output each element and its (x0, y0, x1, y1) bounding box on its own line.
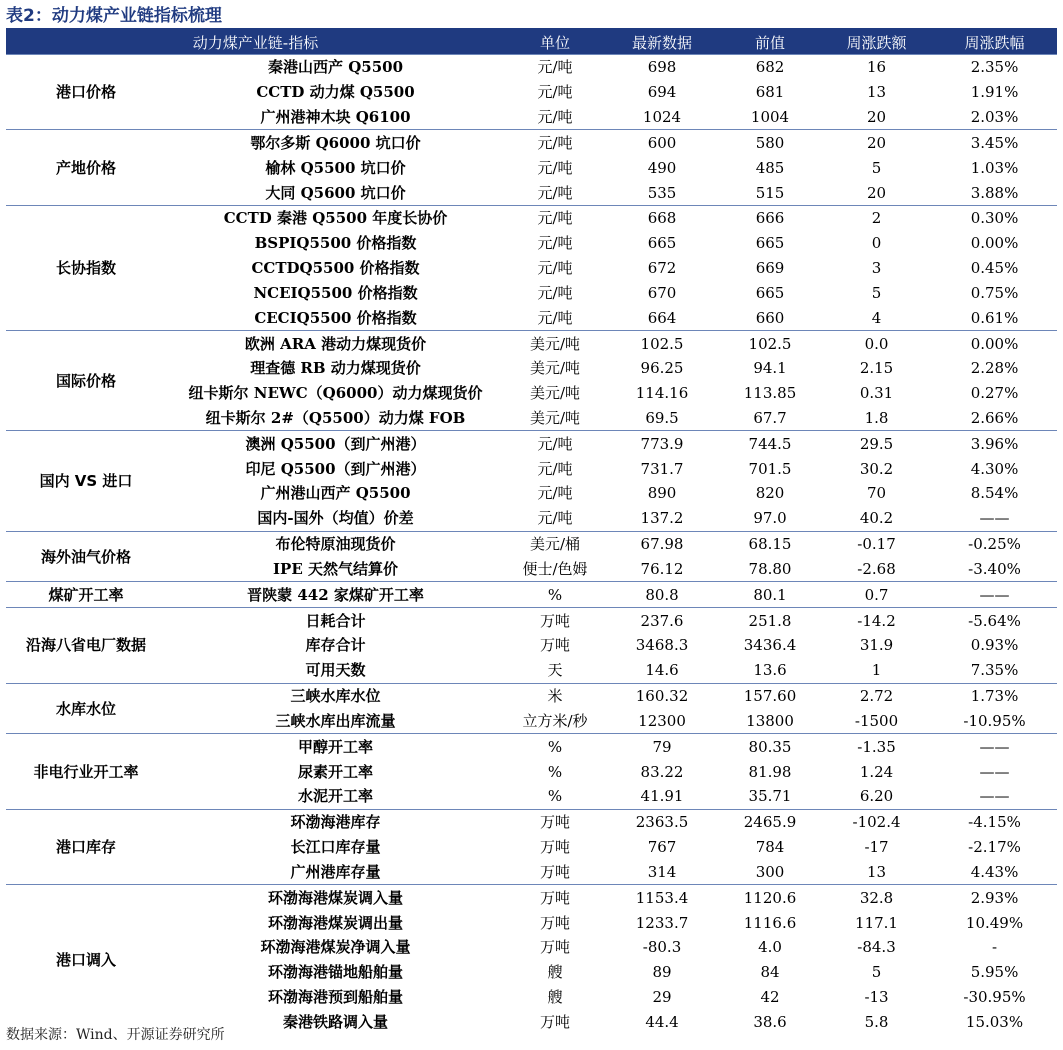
latest-value-cell: 664 (647, 308, 677, 327)
unit-cell: 艘 (547, 988, 563, 1007)
weekly-change-pct-cell: 3.45% (932, 130, 1057, 155)
unit-cell: 艘 (547, 963, 563, 982)
table-row (6, 431, 1057, 456)
indicator-cell: 三峡水库水位 (166, 683, 505, 708)
weekly-change-cell: 0.31 (859, 384, 894, 403)
previous-value-cell: 1120.6 (719, 885, 821, 910)
previous-value-cell: 80.35 (719, 734, 821, 759)
weekly-change-pct-cell: 2.28% (970, 359, 1019, 378)
unit-cell: 美元/吨 (505, 331, 605, 356)
group-label: 港口价格 (6, 55, 166, 130)
previous-value-cell: 4.0 (758, 938, 782, 957)
latest-value-cell: 83.22 (640, 762, 684, 781)
latest-value-cell: 76.12 (640, 559, 684, 578)
weekly-change-cell: 1.24 (859, 762, 894, 781)
weekly-change-pct-cell: - (991, 938, 998, 957)
previous-value-cell: 38.6 (753, 1012, 787, 1031)
table-body (6, 55, 1057, 1035)
latest-value-cell: -80.3 (642, 938, 682, 957)
previous-value-cell: 580 (719, 130, 821, 155)
indicator-cell: 纽卡斯尔 2#（Q5500）动力煤 FOB (205, 409, 466, 427)
unit-cell: 元/吨 (505, 55, 605, 80)
latest-value-cell: 767 (647, 838, 677, 857)
unit-cell: 万吨 (505, 809, 605, 834)
indicator-cell: 布伦特原油现货价 (166, 531, 505, 556)
group-label: 国际价格 (6, 331, 166, 431)
weekly-change-cell: 30.2 (859, 459, 894, 478)
previous-value-cell: 665 (755, 234, 785, 253)
weekly-change-cell: 13 (866, 862, 887, 881)
group-label: 产地价格 (6, 130, 166, 205)
unit-cell: 万吨 (540, 838, 571, 857)
weekly-change-pct-cell: 2.35% (932, 55, 1057, 80)
weekly-change-cell: 6.20 (859, 787, 894, 806)
weekly-change-cell: 32.8 (821, 885, 932, 910)
indicator-cell: 甲醇开工率 (166, 734, 505, 759)
latest-value-cell: 114.16 (635, 384, 689, 403)
unit-cell: 元/吨 (537, 484, 573, 503)
latest-value-cell: 314 (647, 862, 677, 881)
unit-cell: 万吨 (540, 862, 571, 881)
table-row (6, 582, 1057, 608)
indicator-cell: CCTDQ5500 价格指数 (251, 259, 420, 278)
latest-value-cell: 79 (605, 734, 719, 759)
previous-value-cell: 13.6 (753, 661, 787, 680)
unit-cell: 立方米/秒 (522, 711, 588, 730)
latest-value-cell: 694 (647, 83, 677, 102)
indicator-cell: 理查德 RB 动力煤现货价 (250, 359, 421, 378)
indicator-cell: 环渤海港预到船舶量 (268, 988, 404, 1007)
previous-value-cell: 68.15 (719, 531, 821, 556)
unit-cell: 元/吨 (537, 259, 573, 278)
previous-value-cell: 78.80 (748, 559, 792, 578)
weekly-change-pct-cell: 1.03% (970, 158, 1019, 177)
weekly-change-pct-cell: -0.25% (932, 531, 1057, 556)
previous-value-cell: 1004 (750, 108, 790, 127)
weekly-change-cell: 2.15 (859, 359, 894, 378)
unit-cell: 便士/色姆 (522, 559, 588, 578)
weekly-change-cell: 3 (871, 259, 882, 278)
weekly-change-cell: 2 (821, 205, 932, 230)
indicator-cell: 纽卡斯尔 NEWC（Q6000）动力煤现货价 (188, 384, 483, 403)
weekly-change-cell: 20 (821, 130, 932, 155)
previous-value-cell: 84 (760, 963, 780, 982)
table-title: 表2：动力煤产业链指标梳理 (6, 6, 222, 26)
weekly-change-pct-cell: 1.91% (970, 83, 1019, 102)
weekly-change-cell: 40.2 (859, 509, 894, 528)
latest-value-cell: 670 (647, 283, 677, 302)
header-row (6, 30, 1057, 55)
indicator-cell: IPE 天然气结算价 (273, 559, 398, 578)
unit-cell: 万吨 (540, 636, 571, 655)
indicator-cell: CCTD 秦港 Q5500 年度长协价 (166, 205, 505, 230)
weekly-change-cell: 5 (871, 963, 882, 982)
latest-value-cell: 490 (647, 158, 677, 177)
weekly-change-cell: 70 (866, 484, 887, 503)
weekly-change-pct-cell: 0.45% (970, 259, 1019, 278)
previous-value-cell: 81.98 (748, 762, 792, 781)
weekly-change-pct-cell: -5.64% (932, 608, 1057, 633)
latest-value-cell: 665 (647, 234, 677, 253)
table-row (6, 55, 1057, 80)
weekly-change-pct-cell: 1.73% (932, 683, 1057, 708)
indicator-cell: CECIQ5500 价格指数 (254, 308, 417, 327)
unit-cell: % (547, 762, 563, 781)
table-row (6, 809, 1057, 834)
previous-value-cell: 13800 (746, 711, 794, 730)
table-row (6, 734, 1057, 759)
indicator-cell: 水泥开工率 (298, 787, 374, 806)
unit-cell: 元/吨 (505, 431, 605, 456)
weekly-change-pct-cell: 4.43% (970, 862, 1019, 881)
latest-value-cell: 773.9 (605, 431, 719, 456)
unit-cell: 美元/吨 (529, 409, 581, 427)
weekly-change-cell: -14.2 (821, 608, 932, 633)
weekly-change-pct-cell: -2.17% (968, 838, 1021, 857)
weekly-change-pct-cell: 2.66% (970, 409, 1019, 427)
weekly-change-pct-cell: 2.03% (970, 108, 1019, 127)
previous-value-cell: 80.1 (719, 582, 821, 608)
weekly-change-cell: 117.1 (855, 913, 898, 932)
unit-cell: 万吨 (540, 1012, 571, 1031)
previous-value-cell: 97.0 (753, 509, 787, 528)
indicator-cell: 广州港神木块 Q6100 (260, 108, 411, 127)
unit-cell: 元/吨 (537, 183, 573, 202)
latest-value-cell: 668 (605, 205, 719, 230)
previous-value-cell: 701.5 (748, 459, 792, 478)
previous-value-cell: 820 (755, 484, 785, 503)
latest-value-cell: 731.7 (640, 459, 684, 478)
group-label: 沿海八省电厂数据 (6, 608, 166, 683)
unit-cell: 元/吨 (537, 234, 573, 253)
latest-value-cell: 102.5 (605, 331, 719, 356)
indicator-cell: 环渤海港煤炭净调入量 (260, 938, 411, 957)
indicator-cell: BSPIQ5500 价格指数 (254, 234, 417, 253)
unit-cell: 天 (547, 661, 563, 680)
previous-value-cell: 94.1 (753, 359, 787, 378)
weekly-change-cell: -102.4 (821, 809, 932, 834)
indicator-cell: NCEIQ5500 价格指数 (253, 283, 418, 302)
previous-value-cell: 784 (755, 838, 785, 857)
weekly-change-pct-cell: 3.88% (970, 183, 1019, 202)
weekly-change-pct-cell: 0.00% (932, 331, 1057, 356)
group-label: 国内 VS 进口 (6, 431, 166, 531)
latest-value-cell: 96.25 (640, 359, 684, 378)
previous-value-cell: 744.5 (719, 431, 821, 456)
indicator-cell: 榆林 Q5500 坑口价 (265, 158, 406, 177)
weekly-change-cell: 0.0 (821, 331, 932, 356)
latest-value-cell: 600 (605, 130, 719, 155)
indicator-cell: 环渤海港煤炭调出量 (268, 913, 404, 932)
group-label: 水库水位 (6, 683, 166, 734)
weekly-change-pct-cell: 3.96% (932, 431, 1057, 456)
indicator-cell: 可用天数 (305, 661, 366, 680)
weekly-change-cell: 5.8 (864, 1012, 889, 1031)
indicator-cell: 三峡水库出库流量 (275, 711, 396, 730)
latest-value-cell: 29 (652, 988, 672, 1007)
indicator-cell: 大同 Q5600 坑口价 (265, 183, 406, 202)
previous-value-cell: 157.60 (719, 683, 821, 708)
weekly-change-pct-cell: 10.49% (965, 913, 1024, 932)
latest-value-cell: 137.2 (640, 509, 684, 528)
previous-value-cell: 665 (755, 283, 785, 302)
unit-cell: 万吨 (540, 913, 571, 932)
previous-value-cell: 669 (755, 259, 785, 278)
source-note: 数据来源：Wind、开源证券研究所 (6, 1027, 225, 1043)
unit-cell: 万吨 (505, 885, 605, 910)
indicator-cell: 广州港库存量 (290, 862, 381, 881)
group-label: 海外油气价格 (6, 531, 166, 582)
unit-cell: 元/吨 (537, 283, 573, 302)
unit-cell: 米 (505, 683, 605, 708)
previous-value-cell: 35.71 (748, 787, 792, 806)
weekly-change-pct-cell: -10.95% (963, 711, 1026, 730)
weekly-change-pct-cell: 5.95% (970, 963, 1019, 982)
weekly-change-cell: 16 (821, 55, 932, 80)
latest-value-cell: 3468.3 (635, 636, 689, 655)
previous-value-cell: 666 (719, 205, 821, 230)
weekly-change-pct-cell: —— (979, 787, 1010, 806)
weekly-change-pct-cell: 4.30% (970, 459, 1019, 478)
group-label: 长协指数 (6, 205, 166, 330)
table-row (6, 531, 1057, 556)
indicator-cell: 秦港铁路调入量 (283, 1012, 389, 1031)
weekly-change-cell: 0 (871, 234, 882, 253)
indicator-cell: 环渤海港库存 (166, 809, 505, 834)
indicator-cell: 晋陕蒙 442 家煤矿开工率 (166, 582, 505, 608)
unit-cell: % (547, 787, 563, 806)
weekly-change-pct-cell: —— (932, 734, 1057, 759)
latest-value-cell: 1153.4 (605, 885, 719, 910)
header-prev: 前值 (719, 30, 821, 55)
weekly-change-pct-cell: 0.61% (970, 308, 1019, 327)
previous-value-cell: 67.7 (753, 409, 787, 427)
weekly-change-cell: 1.8 (864, 409, 889, 427)
previous-value-cell: 3436.4 (743, 636, 797, 655)
indicator-cell: 环渤海港锚地船舶量 (268, 963, 404, 982)
previous-value-cell: 681 (755, 83, 785, 102)
previous-value-cell: 2465.9 (719, 809, 821, 834)
previous-value-cell: 42 (760, 988, 780, 1007)
indicator-cell: 日耗合计 (166, 608, 505, 633)
previous-value-cell: 102.5 (719, 331, 821, 356)
weekly-change-cell: -2.68 (857, 559, 896, 578)
latest-value-cell: 80.8 (605, 582, 719, 608)
weekly-change-pct-cell: 7.35% (970, 661, 1019, 680)
weekly-change-pct-cell: 15.03% (965, 1012, 1024, 1031)
latest-value-cell: 44.4 (645, 1012, 679, 1031)
indicator-cell: 澳洲 Q5500（到广州港） (166, 431, 505, 456)
latest-value-cell: 14.6 (645, 661, 679, 680)
indicator-cell: 秦港山西产 Q5500 (166, 55, 505, 80)
weekly-change-cell: 20 (866, 183, 887, 202)
previous-value-cell: 113.85 (743, 384, 797, 403)
header-indicator: 动力煤产业链-指标 (6, 30, 505, 55)
previous-value-cell: 251.8 (719, 608, 821, 633)
latest-value-cell: 160.32 (605, 683, 719, 708)
weekly-change-cell: 1 (871, 661, 882, 680)
latest-value-cell: 69.5 (645, 409, 679, 427)
latest-value-cell: 535 (647, 183, 677, 202)
header-change-pct: 周涨跌幅 (932, 30, 1057, 55)
table-row (6, 331, 1057, 356)
weekly-change-pct-cell: 0.27% (970, 384, 1019, 403)
indicator-cell: 长江口库存量 (290, 838, 381, 857)
weekly-change-cell: -1.35 (821, 734, 932, 759)
group-label: 非电行业开工率 (6, 734, 166, 809)
weekly-change-pct-cell: 8.54% (970, 484, 1019, 503)
unit-cell: 元/吨 (537, 108, 573, 127)
latest-value-cell: 2363.5 (605, 809, 719, 834)
latest-value-cell: 890 (647, 484, 677, 503)
latest-value-cell: 67.98 (605, 531, 719, 556)
weekly-change-pct-cell: 0.93% (970, 636, 1019, 655)
previous-value-cell: 660 (755, 308, 785, 327)
indicator-cell: 国内-国外（均值）价差 (257, 509, 414, 528)
weekly-change-pct-cell: 0.00% (970, 234, 1019, 253)
weekly-change-pct-cell: 0.75% (970, 283, 1019, 302)
latest-value-cell: 12300 (638, 711, 686, 730)
table-row (6, 885, 1057, 910)
unit-cell: 元/吨 (537, 308, 573, 327)
weekly-change-cell: -1500 (854, 711, 899, 730)
unit-cell: 美元/吨 (529, 359, 581, 378)
weekly-change-pct-cell: 0.30% (932, 205, 1057, 230)
weekly-change-cell: 29.5 (821, 431, 932, 456)
indicator-cell: CCTD 动力煤 Q5500 (256, 83, 415, 102)
latest-value-cell: 41.91 (640, 787, 684, 806)
latest-value-cell: 89 (652, 963, 672, 982)
unit-cell: 美元/吨 (529, 384, 581, 403)
table-row (6, 608, 1057, 633)
latest-value-cell: 1233.7 (635, 913, 689, 932)
weekly-change-cell: 5 (871, 158, 882, 177)
previous-value-cell: 682 (719, 55, 821, 80)
weekly-change-cell: 31.9 (859, 636, 894, 655)
unit-cell: 元/吨 (505, 205, 605, 230)
latest-value-cell: 698 (605, 55, 719, 80)
indicator-cell: 鄂尔多斯 Q6000 坑口价 (166, 130, 505, 155)
weekly-change-cell: -84.3 (857, 938, 896, 957)
weekly-change-pct-cell: —— (932, 582, 1057, 608)
latest-value-cell: 1024 (642, 108, 682, 127)
header-change: 周涨跌额 (821, 30, 932, 55)
weekly-change-pct-cell: -4.15% (932, 809, 1057, 834)
indicator-cell: 广州港山西产 Q5500 (260, 484, 411, 503)
unit-cell: % (505, 582, 605, 608)
weekly-change-cell: 13 (866, 83, 887, 102)
weekly-change-cell: 4 (871, 308, 882, 327)
weekly-change-cell: -0.17 (821, 531, 932, 556)
unit-cell: 元/吨 (537, 83, 573, 102)
indicator-cell: 印尼 Q5500（到广州港） (245, 459, 426, 478)
indicator-cell: 库存合计 (305, 636, 366, 655)
previous-value-cell: 1116.6 (743, 913, 797, 932)
weekly-change-pct-cell: —— (979, 509, 1010, 528)
weekly-change-cell: 2.72 (821, 683, 932, 708)
previous-value-cell: 485 (755, 158, 785, 177)
group-label: 港口库存 (6, 809, 166, 884)
weekly-change-pct-cell: -3.40% (968, 559, 1021, 578)
latest-value-cell: 237.6 (605, 608, 719, 633)
previous-value-cell: 300 (755, 862, 785, 881)
header-unit: 单位 (505, 30, 605, 55)
header-latest: 最新数据 (605, 30, 719, 55)
unit-cell: 元/吨 (537, 459, 573, 478)
group-label: 煤矿开工率 (6, 582, 166, 608)
previous-value-cell: 515 (755, 183, 785, 202)
weekly-change-cell: -17 (864, 838, 889, 857)
indicator-cell: 欧洲 ARA 港动力煤现货价 (166, 331, 505, 356)
unit-cell: 美元/桶 (505, 531, 605, 556)
table-row (6, 205, 1057, 230)
table-row (6, 130, 1057, 155)
table-row (6, 683, 1057, 708)
unit-cell: 元/吨 (537, 158, 573, 177)
indicator-cell: 尿素开工率 (298, 762, 374, 781)
unit-cell: 元/吨 (537, 509, 573, 528)
indicator-cell: 环渤海港煤炭调入量 (166, 885, 505, 910)
weekly-change-cell: 0.7 (821, 582, 932, 608)
weekly-change-cell: 5 (871, 283, 882, 302)
weekly-change-pct-cell: 2.93% (932, 885, 1057, 910)
unit-cell: % (505, 734, 605, 759)
unit-cell: 万吨 (540, 938, 571, 957)
latest-value-cell: 672 (647, 259, 677, 278)
weekly-change-pct-cell: —— (979, 762, 1010, 781)
weekly-change-pct-cell: -30.95% (963, 988, 1026, 1007)
weekly-change-cell: -13 (864, 988, 889, 1007)
unit-cell: 元/吨 (505, 130, 605, 155)
unit-cell: 万吨 (505, 608, 605, 633)
weekly-change-cell: 20 (866, 108, 887, 127)
group-label: 港口调入 (6, 885, 166, 1034)
indicator-table (6, 30, 1057, 1034)
